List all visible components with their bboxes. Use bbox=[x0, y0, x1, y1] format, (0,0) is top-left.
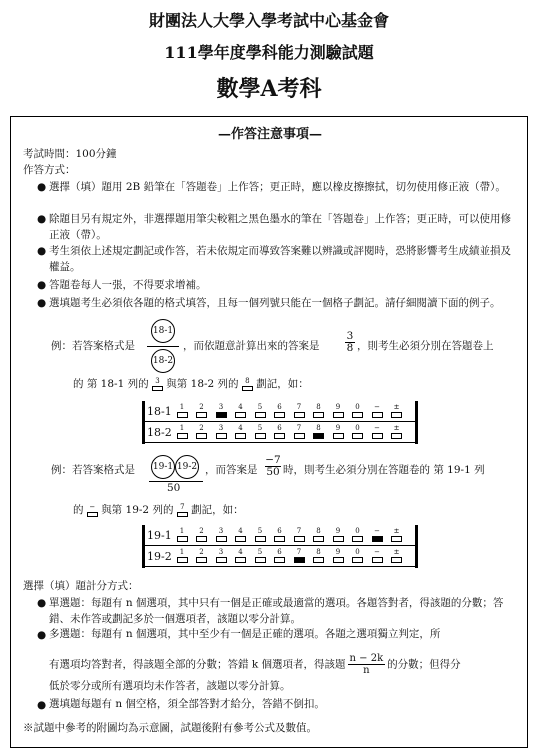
bubble-box bbox=[294, 412, 305, 418]
bubble-box bbox=[313, 536, 324, 542]
bubble-digit: 1 bbox=[179, 403, 185, 411]
answer-bubble bbox=[175, 424, 189, 441]
bubble-box bbox=[294, 536, 305, 542]
answer-bubble-sample bbox=[242, 378, 253, 391]
bubble-box bbox=[216, 433, 227, 439]
example1-prefix: 例：若答案格式是 bbox=[51, 340, 135, 352]
bubble-box bbox=[352, 412, 363, 418]
answer-bubble bbox=[370, 424, 384, 441]
bubble-digit: 3 bbox=[218, 527, 224, 535]
answer-bubble bbox=[253, 403, 267, 420]
answer-method-label: 作答方式： bbox=[23, 164, 76, 176]
bubble-box bbox=[235, 557, 246, 563]
answer-bubble bbox=[273, 424, 287, 441]
bubble-box bbox=[274, 433, 285, 439]
answer-bubble bbox=[175, 527, 189, 544]
example2-suffix: 時，則考生必須分別在答題卷的 第 19-1 列 bbox=[283, 464, 485, 476]
bubble-digit: 9 bbox=[335, 548, 341, 556]
answer-bubble bbox=[195, 424, 209, 441]
foundation-title: 財團法人大學入學考試中心基金會 bbox=[148, 11, 389, 30]
rule-item: 選擇（填）題用 2B 鉛筆在「答題卷」上作答；更正時，應以橡皮擦擦拭，切勿使用修正液（帶）。 bbox=[49, 181, 506, 193]
example2-mid: ，而答案是 bbox=[205, 464, 258, 476]
bubble-box bbox=[235, 412, 246, 418]
bubble-digit: 4 bbox=[238, 403, 243, 411]
bubble-digit: 8 bbox=[316, 424, 321, 432]
rule-item: 除題目另有規定外，非選擇題用筆尖較粗之黑色墨水的筆在「答題卷」上作答；更正時，可以使用修正液（帶）。 bbox=[49, 213, 511, 241]
exam-time: 考試時間：100分鐘 bbox=[23, 148, 117, 160]
text-segment: 的 第 18-1 列的 bbox=[73, 378, 149, 390]
bubble-box bbox=[391, 433, 402, 439]
answer-bubble bbox=[253, 548, 267, 565]
answer-bubble-sample bbox=[87, 504, 98, 517]
bubble-digit: 4 bbox=[238, 527, 243, 535]
bubble-box bbox=[313, 412, 324, 418]
bullet-icon: ● bbox=[37, 181, 47, 193]
bubble-box bbox=[216, 412, 227, 418]
answer-bubble bbox=[214, 548, 228, 565]
bubble-digit: − bbox=[374, 403, 380, 411]
bullet-icon: ● bbox=[37, 699, 47, 711]
answer-bubble bbox=[292, 424, 306, 441]
scoring-item: 低於零分或所有選項均未作答者，該題以零分計算。 bbox=[49, 680, 291, 692]
answer-bubble bbox=[390, 548, 404, 565]
bubble-digit: − bbox=[89, 502, 96, 511]
fraction-numerator: −7 bbox=[265, 454, 281, 466]
text-segment: 的分數；但得分 bbox=[387, 658, 461, 671]
bubble-box bbox=[372, 433, 383, 439]
bubble-box bbox=[391, 536, 402, 542]
answer-bubble bbox=[273, 548, 287, 565]
bullet-icon: ● bbox=[37, 629, 47, 641]
bubble-digit: 1 bbox=[179, 548, 185, 556]
bubble-digit: 2 bbox=[199, 424, 204, 432]
bubble-box bbox=[352, 557, 363, 563]
bubble-digit: − bbox=[374, 548, 380, 556]
answer-bubble bbox=[175, 548, 189, 565]
bubble-box bbox=[255, 536, 266, 542]
bullet-icon: ● bbox=[37, 297, 47, 309]
answer-bubble bbox=[370, 403, 384, 420]
scoring-item: 選填題每題有 n 個空格，須全部答對才給分，答錯不倒扣。 bbox=[49, 698, 325, 710]
bubble-box bbox=[177, 536, 188, 542]
bubble-digit: 1 bbox=[179, 424, 185, 432]
footnote: ※試題中參考的附圖均為示意圖，試題後附有參考公式及數值。 bbox=[23, 722, 317, 734]
instructions-box bbox=[10, 116, 528, 748]
bubble-box bbox=[274, 536, 285, 542]
bubble-digit: 7 bbox=[296, 548, 302, 556]
answer-grid-row bbox=[145, 525, 415, 546]
answer-bubble bbox=[253, 424, 267, 441]
row-label: 18-1 bbox=[147, 405, 172, 418]
bubble-digit: 0 bbox=[355, 424, 360, 432]
answer-bubble bbox=[292, 548, 306, 565]
bubble-digit: 3 bbox=[218, 424, 224, 432]
bubble-digit: 6 bbox=[277, 424, 282, 432]
example1-suffix: ，則考生必須分別在答題卷上 bbox=[357, 340, 494, 352]
answer-bubble bbox=[312, 548, 326, 565]
answer-grid-row bbox=[145, 401, 415, 422]
answer-bubble-sample bbox=[152, 378, 163, 391]
bubble-box bbox=[177, 433, 188, 439]
bubble-box bbox=[294, 557, 305, 563]
answer-bubble-sample bbox=[177, 504, 188, 517]
answer-bubble bbox=[234, 548, 248, 565]
answer-cell-19-2: 19-2 bbox=[175, 455, 199, 479]
answer-bubble bbox=[253, 527, 267, 544]
bubble-digit: 0 bbox=[355, 403, 360, 411]
example1-fraction bbox=[345, 331, 355, 354]
answer-bubble bbox=[351, 548, 365, 565]
exam-title: 111學年度學科能力測驗試題 bbox=[164, 43, 374, 62]
answer-grid-example1 bbox=[142, 401, 418, 444]
answer-bubble bbox=[312, 424, 326, 441]
bubble-box bbox=[274, 412, 285, 418]
example2-fraction bbox=[265, 455, 281, 478]
answer-bubble bbox=[175, 403, 189, 420]
answer-cell-18-2: 18-2 bbox=[151, 349, 175, 373]
bubble-digit: 5 bbox=[257, 403, 263, 411]
answer-bubble bbox=[351, 403, 365, 420]
answer-bubble bbox=[370, 527, 384, 544]
bubble-digit: 0 bbox=[355, 548, 360, 556]
answer-bubble bbox=[292, 403, 306, 420]
answer-bubble bbox=[351, 424, 365, 441]
bubble-digit: 8 bbox=[316, 548, 321, 556]
answer-grid-row bbox=[145, 546, 415, 567]
scoring-item bbox=[49, 653, 461, 676]
answer-bubble bbox=[331, 424, 345, 441]
answer-bubble bbox=[292, 527, 306, 544]
text-segment: 劃記，如： bbox=[256, 378, 309, 390]
fraction-denominator: 8 bbox=[346, 342, 354, 354]
bubble-digit: ± bbox=[393, 403, 400, 411]
example2-line2 bbox=[73, 503, 244, 518]
bubble-digit: 2 bbox=[199, 548, 204, 556]
bubble-box bbox=[333, 536, 344, 542]
bubble-digit: 5 bbox=[257, 548, 263, 556]
scoring-title: 選擇（填）題計分方式： bbox=[23, 580, 139, 592]
bubble-box bbox=[313, 557, 324, 563]
text-segment: 劃記，如： bbox=[191, 504, 244, 516]
example1-mid: ，而依題意計算出來的答案是 bbox=[183, 340, 320, 352]
bubble-box bbox=[352, 536, 363, 542]
bubble-box bbox=[352, 433, 363, 439]
fraction-denominator: n bbox=[363, 665, 370, 676]
bubble-box bbox=[391, 412, 402, 418]
answer-bubble bbox=[312, 527, 326, 544]
bubble-digit: 6 bbox=[277, 548, 282, 556]
bubble-digit: 7 bbox=[296, 403, 302, 411]
fraction-numerator: 3 bbox=[346, 330, 354, 342]
bubble-box bbox=[333, 433, 344, 439]
answer-bubble bbox=[273, 403, 287, 420]
bubble-box bbox=[235, 536, 246, 542]
bubble-box bbox=[372, 557, 383, 563]
bubble-box bbox=[216, 557, 227, 563]
bubble-digit: 4 bbox=[238, 424, 243, 432]
answer-bubble bbox=[234, 527, 248, 544]
row-label: 18-2 bbox=[147, 426, 172, 439]
bubble-digit: 8 bbox=[316, 527, 321, 535]
bubble-digit: 3 bbox=[218, 548, 224, 556]
text-segment: 的 bbox=[73, 504, 84, 516]
answer-bubble bbox=[234, 424, 248, 441]
bubble-box bbox=[274, 557, 285, 563]
fraction-numerator: n − 2k bbox=[349, 653, 384, 664]
bubble-box bbox=[255, 412, 266, 418]
answer-bubble bbox=[195, 527, 209, 544]
answer-bubble bbox=[331, 548, 345, 565]
example2-denominator: 50 bbox=[167, 482, 181, 494]
answer-bubble bbox=[214, 527, 228, 544]
bubble-digit: 8 bbox=[316, 403, 321, 411]
bubble-digit: 3 bbox=[218, 403, 224, 411]
bullet-icon: ● bbox=[37, 245, 47, 257]
bubble-digit: ± bbox=[393, 527, 400, 535]
bubble-box bbox=[255, 557, 266, 563]
bubble-digit: 7 bbox=[180, 502, 185, 511]
bubble-box bbox=[196, 433, 207, 439]
answer-bubble bbox=[390, 527, 404, 544]
bullet-icon: ● bbox=[37, 213, 47, 225]
bubble-box bbox=[216, 536, 227, 542]
bubble-digit: 5 bbox=[257, 527, 263, 535]
example1-line2 bbox=[73, 377, 309, 392]
rule-item: 選填題考生必須依各題的格式填答，且每一個列號只能在一個格子劃記。請仔細閱讀下面的例子。 bbox=[49, 297, 501, 309]
bubble-digit: 9 bbox=[335, 527, 341, 535]
bubble-digit: 2 bbox=[199, 527, 204, 535]
bubble-digit: 7 bbox=[296, 527, 302, 535]
bubble-digit: − bbox=[374, 424, 380, 432]
bubble-digit: 7 bbox=[296, 424, 302, 432]
answer-bubble bbox=[390, 403, 404, 420]
answer-bubble bbox=[390, 424, 404, 441]
answer-bubble bbox=[195, 548, 209, 565]
answer-bubble bbox=[331, 403, 345, 420]
bubble-digit: 1 bbox=[179, 527, 185, 535]
bubble-digit: 6 bbox=[277, 403, 282, 411]
rule-item: 考生須依上述規定劃記或作答，若未依規定而導致答案難以辨識或評閱時，恐將影響考生成績並損及權益。 bbox=[49, 245, 511, 273]
bubble-digit: 6 bbox=[277, 527, 282, 535]
answer-bubble bbox=[214, 424, 228, 441]
answer-bubble bbox=[214, 403, 228, 420]
answer-grid-row bbox=[145, 422, 415, 443]
text-segment: 有選項均答對者，得該題全部的分數；答錯 k 個選項者，得該題 bbox=[49, 658, 346, 671]
text-segment: 與第 19-2 列的 bbox=[101, 504, 174, 516]
bubble-box bbox=[391, 557, 402, 563]
bubble-digit: 0 bbox=[355, 527, 360, 535]
scoring-item: 多選題：每題有 n 個選項，其中至少有一個是正確的選項。各題之選項獨立判定，所 bbox=[49, 628, 441, 640]
bubble-digit: 2 bbox=[199, 403, 204, 411]
answer-bubble bbox=[234, 403, 248, 420]
bubble-box bbox=[235, 433, 246, 439]
bubble-digit: 8 bbox=[245, 376, 250, 385]
bubble-box bbox=[177, 557, 188, 563]
answer-grid-example2 bbox=[142, 525, 418, 568]
answer-bubble bbox=[351, 527, 365, 544]
bubble-digit: 4 bbox=[238, 548, 243, 556]
bubble-digit: − bbox=[374, 527, 380, 535]
answer-cell-18-1: 18-1 bbox=[151, 319, 175, 343]
bubble-box bbox=[255, 433, 266, 439]
bubble-box bbox=[196, 412, 207, 418]
bubble-digit: ± bbox=[393, 424, 400, 432]
bubble-box bbox=[333, 412, 344, 418]
bubble-box bbox=[177, 412, 188, 418]
fraction-denominator: 50 bbox=[266, 466, 280, 478]
answer-bubble bbox=[312, 403, 326, 420]
answer-bubble bbox=[195, 403, 209, 420]
bubble-box bbox=[333, 557, 344, 563]
fraction-bar bbox=[147, 346, 179, 347]
rule-item: 答題卷每人一張，不得要求增補。 bbox=[49, 279, 207, 291]
row-label: 19-1 bbox=[147, 529, 172, 542]
answer-cell-19-1: 19-1 bbox=[151, 455, 175, 479]
bubble-box bbox=[313, 433, 324, 439]
bubble-digit: ± bbox=[393, 548, 400, 556]
bullet-icon: ● bbox=[37, 597, 47, 609]
text-segment: 與第 18-2 列的 bbox=[166, 378, 239, 390]
bubble-digit: 5 bbox=[257, 424, 263, 432]
score-fraction bbox=[348, 653, 386, 676]
bubble-box bbox=[294, 433, 305, 439]
bubble-digit: 9 bbox=[335, 424, 341, 432]
bubble-box bbox=[372, 412, 383, 418]
answer-bubble bbox=[331, 527, 345, 544]
instructions-heading: —作答注意事項— bbox=[217, 127, 322, 142]
answer-bubble bbox=[273, 527, 287, 544]
bubble-digit: 3 bbox=[155, 376, 160, 385]
bubble-box bbox=[372, 536, 383, 542]
bubble-digit: 9 bbox=[335, 403, 341, 411]
example2-prefix: 例：若答案格式是 bbox=[51, 464, 135, 476]
row-label: 19-2 bbox=[147, 550, 172, 563]
bullet-icon: ● bbox=[37, 279, 47, 291]
answer-bubble bbox=[370, 548, 384, 565]
bubble-box bbox=[196, 557, 207, 563]
scoring-item: 單選題：每題有 n 個選項，其中只有一個是正確或最適當的選項。各題答對者，得該題的分數；答錯、未作答或劃記多於一個選項者，該題以零分計算。 bbox=[49, 597, 504, 625]
bubble-box bbox=[196, 536, 207, 542]
subject-title: 數學A考科 bbox=[216, 76, 322, 102]
